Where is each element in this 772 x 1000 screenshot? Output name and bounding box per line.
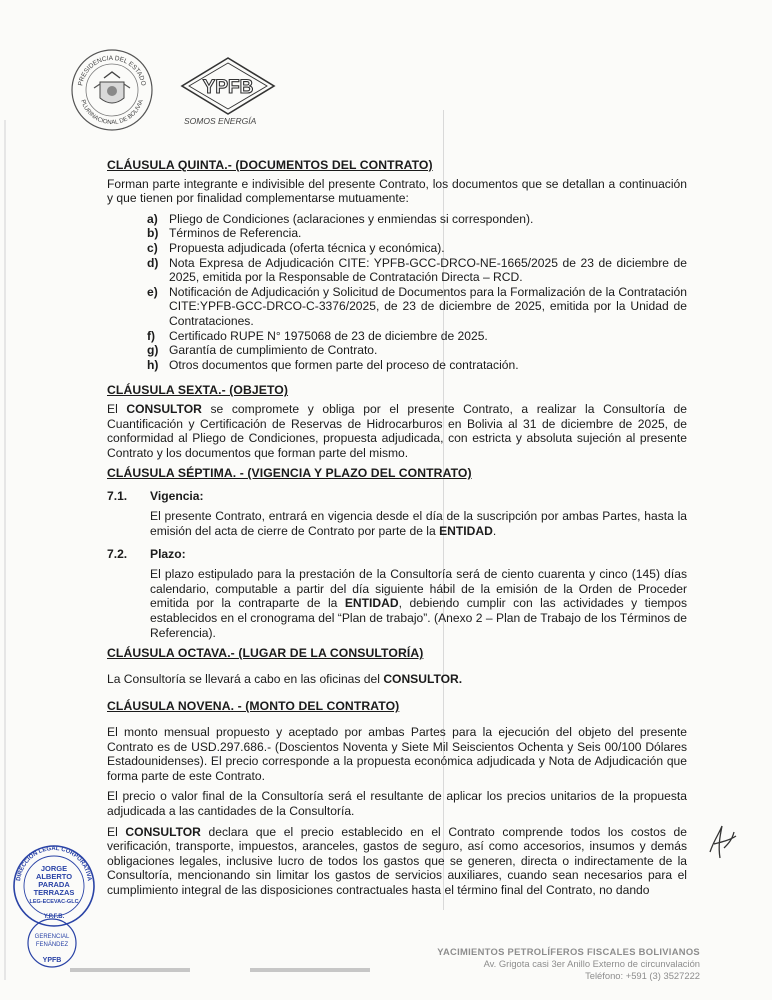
stamp-ring-text: DIRECCIÓN LEGAL CORPORATIVA (16, 845, 92, 882)
stamp-bottom-text: YPFB (42, 957, 62, 964)
clause-9-paragraph-2: El precio o valor final de la Consultoría será el resultante de aplicar los precios unitarios de la propuesta adjudicada a las cantidades de la Consultoría. (107, 789, 687, 818)
stamp-lower-line: FENÁNDEZ (35, 942, 69, 948)
letterhead (70, 40, 290, 135)
clause-5-title: CLÁUSULA QUINTA.- (DOCUMENTOS DEL CONTRATO) (107, 158, 433, 172)
list-item: c) Propuesta adjudicada (oferta técnica y económica). (147, 240, 445, 255)
stamp-lower-line: GERENCIAL (34, 934, 70, 940)
clause-8-text: La Consultoría se llevará a cabo en las oficinas del CONSULTOR. (107, 671, 463, 686)
clause-9-title: CLÁUSULA NOVENA. - (MONTO DEL CONTRATO) (107, 699, 400, 714)
list-item: d) Nota Expresa de Adjudicación CITE: YPFB-GCC-DRCO-NE-1665/2025 de 23 de diciembre de 2025, emitida por la Responsable de Contratación Directa – RCD. (147, 255, 687, 285)
stamp-code: LEG-ECEVAC-GLC (29, 899, 79, 905)
footer-address: Av. Grigota casi 3er Anillo Externo de circunvalación (483, 958, 700, 969)
list-item: a) Pliego de Condiciones (aclaraciones y enmiendas si corresponden). (147, 211, 534, 226)
state-seal-icon (70, 48, 154, 132)
seal-text-bottom: PLURINACIONAL DE BOLIVIA (79, 99, 145, 127)
clause-7-title: CLÁUSULA SÉPTIMA. - (VIGENCIA Y PLAZO DEL CONTRATO) (107, 466, 472, 481)
footer (437, 946, 700, 982)
seal-text-top: PRESIDENCIA DEL ESTADO (77, 54, 147, 87)
list-item: f) Certificado RUPE N° 1975068 de 23 de diciembre de 2025. (147, 328, 488, 343)
section-7-2-text: El plazo estipulado para la prestación de la Consultoría será de ciento cuarenta y cinco (145) días calendario, computable a partir del día siguiente hábil de la emisión de la Orden de Proceder emitida por la contraparte de la ENTIDAD, debiendo cumplir con las actividades y tiempos establecidos en el cronograma del “Plan de trabajo”. (Anexo 2 – Plan de Trabajo de los Términos de Referencia). (150, 567, 687, 640)
stamp-name-line: TERRAZAS (33, 888, 75, 897)
stamp-name-line: JORGE (40, 864, 68, 873)
list-item: e) Notificación de Adjudicación y Solicitud de Documentos para la Formalización de la Contratación CITE:YPFB-GCC-DRCO-C-3376/2025, de 23 de diciembre de 2025, emitida por la Unidad de Contrataciones. (147, 284, 687, 328)
section-7-1-text: El presente Contrato, entrará en vigencia desde el día de la suscripción por ambas Partes, hasta la emisión del acta de cierre de Contrato por parte de la ENTIDAD. (150, 509, 687, 539)
clause-6-title: CLÁUSULA SEXTA.- (OBJETO) (107, 383, 289, 398)
list-item: h) Otros documentos que formen parte del proceso de contratación. (147, 357, 519, 372)
footer-phone: Teléfono: +591 (3) 3527222 (585, 970, 700, 981)
stamp-name-line: PARADA (38, 880, 70, 889)
clause-6-text: El CONSULTOR se compromete y obliga por el presente Contrato, a realizar la Consultoría de Cuantificación y Certificación de Reservas de Hidrocarburos en Bolivia al 31 de diciembre de 2025, de conformidad al Pliego de Condiciones, propuesta adjudicada, con estricta y absoluta sujeción al presente Contrato y los documentos que forman parte del mismo. (107, 401, 687, 460)
footer-rule (70, 968, 190, 972)
stamp-org: Y.P.F.B. (43, 914, 65, 920)
list-item: b) Términos de Referencia. (147, 226, 302, 241)
section-7-1-heading: 7.1. Vigencia: (107, 488, 204, 503)
clause-9-paragraph-1: El monto mensual propuesto y aceptado por ambas Partes para la ejecución del objeto del presente Contrato es de USD.297.686.- (Doscientos Noventa y Siete Mil Seiscientos Ochenta y Seis 00/100 Dólares Estadounidenses). El precio corresponde a la propuesta económica adjudicada y Nota de Adjudicación que forma parte de este Contrato. (107, 725, 687, 783)
clause-5-intro: Forman parte integrante e indivisible del presente Contrato, los documentos que se detallan a continuación y que tienen por finalidad complementarse mutuamente: (107, 176, 687, 206)
footer-rule (250, 968, 370, 972)
clause-9-paragraph-3: El CONSULTOR declara que el precio establecido en el Contrato comprende todos los costos de verificación, transporte, impuestos, aranceles, gastos de seguro, así como accesorios, insumos y demás obligaciones legales, inclusive lucro de todos los gastos que se generen, directa o indirectamente de la Consultoría, mencionando sin limitar los gastos de servicios auxiliares, cuando sean necesarios para el cumplimiento integral de las disposiciones contractuales hasta el término final del Contrato, no dando (107, 824, 687, 897)
logo-text: YPFB (202, 77, 254, 98)
signature-icon (704, 822, 740, 862)
stamp-name-line: ALBERTO (35, 872, 73, 881)
contract-body (107, 158, 687, 904)
list-item: g) Garantía de cumplimiento de Contrato. (147, 343, 378, 358)
slogan: SOMOS ENERGÍA (184, 116, 257, 126)
document-list (107, 212, 687, 373)
section-7-2-heading: 7.2. Plazo: (107, 546, 186, 561)
clause-8-title: CLÁUSULA OCTAVA.- (LUGAR DE LA CONSULTORÍA) (107, 646, 424, 661)
ypfb-logo-icon (178, 54, 278, 124)
legal-stamp-icon (6, 838, 100, 970)
footer-org: YACIMIENTOS PETROLÍFEROS FISCALES BOLIVIANOS (437, 946, 700, 957)
